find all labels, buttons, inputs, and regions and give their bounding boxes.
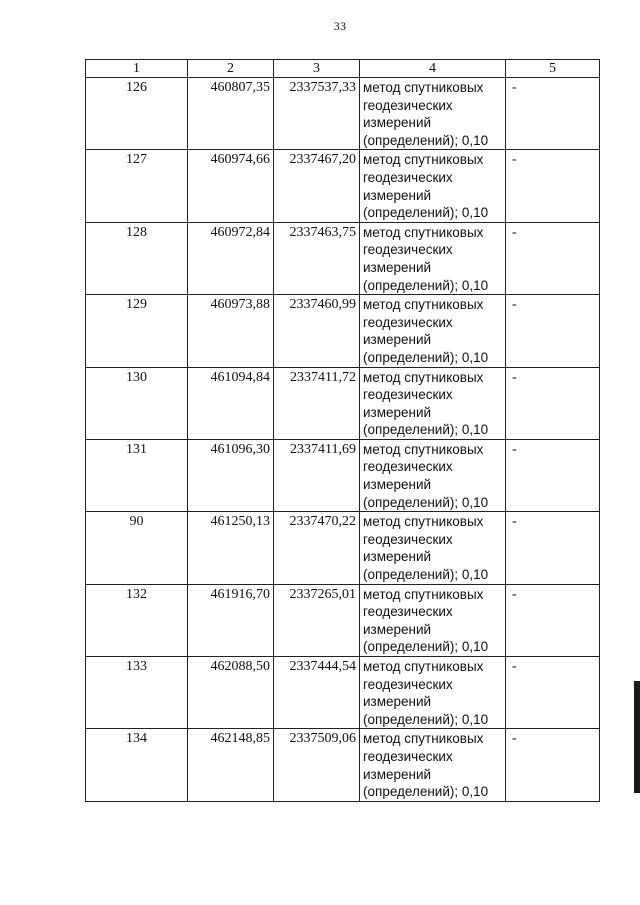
column-header-4: 4 <box>360 60 506 78</box>
column-header-3: 3 <box>274 60 360 78</box>
method-text-line: метод спутниковых <box>363 514 484 530</box>
page-number: 33 <box>333 19 347 33</box>
method-text-line: (определений); 0,10 <box>363 132 489 148</box>
coordinates-table <box>85 59 600 802</box>
point-number-cell: 133 <box>86 657 188 729</box>
method-cell <box>360 150 506 222</box>
method-text-line: геодезических <box>363 748 453 764</box>
note-cell: - <box>506 78 600 150</box>
method-text-line: измерений <box>363 259 432 275</box>
note-cell: - <box>506 150 600 222</box>
method-cell <box>360 512 506 584</box>
y-coordinate-cell: 2337444,54 <box>274 657 360 729</box>
method-text-line: измерений <box>363 187 432 203</box>
method-text-line: геодезических <box>363 242 453 258</box>
method-text-line: метод спутниковых <box>363 80 484 95</box>
method-cell <box>360 367 506 439</box>
method-text-line: (определений); 0,10 <box>363 567 489 583</box>
method-text-line: геодезических <box>363 387 453 403</box>
method-text-line: (определений); 0,10 <box>363 205 489 221</box>
method-text-line: измерений <box>363 477 432 493</box>
method-text-line: геодезических <box>363 314 453 330</box>
method-cell <box>360 78 506 150</box>
page-edge-mark <box>634 681 640 793</box>
note-cell: - <box>506 439 600 511</box>
method-text-line: геодезических <box>363 676 453 692</box>
y-coordinate-cell: 2337411,72 <box>274 367 360 439</box>
method-text-line: метод спутниковых <box>363 586 484 602</box>
note-cell: - <box>506 295 600 367</box>
x-coordinate-cell: 462148,85 <box>188 729 274 801</box>
y-coordinate-cell: 2337265,01 <box>274 584 360 656</box>
table-row <box>86 439 600 511</box>
note-cell: - <box>506 222 600 294</box>
note-cell: - <box>506 512 600 584</box>
x-coordinate-cell: 461916,70 <box>188 584 274 656</box>
method-cell <box>360 729 506 801</box>
method-text-line: геодезических <box>363 604 453 620</box>
column-header-1: 1 <box>86 60 188 78</box>
point-number-cell: 129 <box>86 295 188 367</box>
y-coordinate-cell: 2337509,06 <box>274 729 360 801</box>
point-number-cell: 132 <box>86 584 188 656</box>
method-text-line: метод спутниковых <box>363 369 484 385</box>
table-row <box>86 729 600 801</box>
point-number-cell: 130 <box>86 367 188 439</box>
note-cell: - <box>506 367 600 439</box>
method-text-line: измерений <box>363 404 432 420</box>
method-text-line: (определений); 0,10 <box>363 494 489 510</box>
table-row <box>86 295 600 367</box>
column-header-5: 5 <box>506 60 600 78</box>
method-cell <box>360 657 506 729</box>
method-cell <box>360 295 506 367</box>
method-text-line: метод спутниковых <box>363 441 484 457</box>
x-coordinate-cell: 460973,88 <box>188 295 274 367</box>
note-cell: - <box>506 729 600 801</box>
method-text-line: (определений); 0,10 <box>363 277 489 293</box>
method-text-line: (определений); 0,10 <box>363 639 489 655</box>
y-coordinate-cell: 2337463,75 <box>274 222 360 294</box>
method-text-line: измерений <box>363 766 432 782</box>
method-text-line: измерений <box>363 115 432 131</box>
y-coordinate-cell: 2337467,20 <box>274 150 360 222</box>
method-cell <box>360 222 506 294</box>
point-number-cell: 134 <box>86 729 188 801</box>
method-text-line: измерений <box>363 332 432 348</box>
x-coordinate-cell: 460974,66 <box>188 150 274 222</box>
table-row <box>86 367 600 439</box>
method-text-line: геодезических <box>363 459 453 475</box>
method-text-line: измерений <box>363 694 432 710</box>
table-row <box>86 150 600 222</box>
method-cell <box>360 584 506 656</box>
method-cell <box>360 439 506 511</box>
method-text-line: (определений); 0,10 <box>363 711 489 727</box>
method-text-line: (определений); 0,10 <box>363 422 489 438</box>
x-coordinate-cell: 462088,50 <box>188 657 274 729</box>
method-text-line: метод спутниковых <box>363 152 484 168</box>
x-coordinate-cell: 460972,84 <box>188 222 274 294</box>
y-coordinate-cell: 2337411,69 <box>274 439 360 511</box>
table-row <box>86 584 600 656</box>
table-row <box>86 657 600 729</box>
header-row <box>86 60 600 78</box>
method-text-line: измерений <box>363 549 432 565</box>
table-row <box>86 512 600 584</box>
method-text-line: метод спутниковых <box>363 659 484 674</box>
point-number-cell: 90 <box>86 512 188 584</box>
x-coordinate-cell: 461250,13 <box>188 512 274 584</box>
note-cell: - <box>506 584 600 656</box>
method-text-line: метод спутниковых <box>363 224 484 240</box>
x-coordinate-cell: 461096,30 <box>188 439 274 511</box>
method-text-line: геодезических <box>363 531 453 547</box>
column-header-2: 2 <box>188 60 274 78</box>
method-text-line: (определений); 0,10 <box>363 784 489 800</box>
table-row <box>86 78 600 150</box>
method-text-line: геодезических <box>363 169 453 185</box>
note-cell: - <box>506 657 600 729</box>
y-coordinate-cell: 2337537,33 <box>274 78 360 150</box>
table-row <box>86 222 600 294</box>
method-text-line: метод спутниковых <box>363 731 484 747</box>
method-text-line: измерений <box>363 621 432 637</box>
table-body <box>86 60 600 802</box>
y-coordinate-cell: 2337460,99 <box>274 295 360 367</box>
x-coordinate-cell: 461094,84 <box>188 367 274 439</box>
point-number-cell: 128 <box>86 222 188 294</box>
method-text-line: геодезических <box>363 97 453 113</box>
method-text-line: (определений); 0,10 <box>363 349 489 365</box>
y-coordinate-cell: 2337470,22 <box>274 512 360 584</box>
point-number-cell: 126 <box>86 78 188 150</box>
point-number-cell: 127 <box>86 150 188 222</box>
point-number-cell: 131 <box>86 439 188 511</box>
method-text-line: метод спутниковых <box>363 297 484 313</box>
x-coordinate-cell: 460807,35 <box>188 78 274 150</box>
